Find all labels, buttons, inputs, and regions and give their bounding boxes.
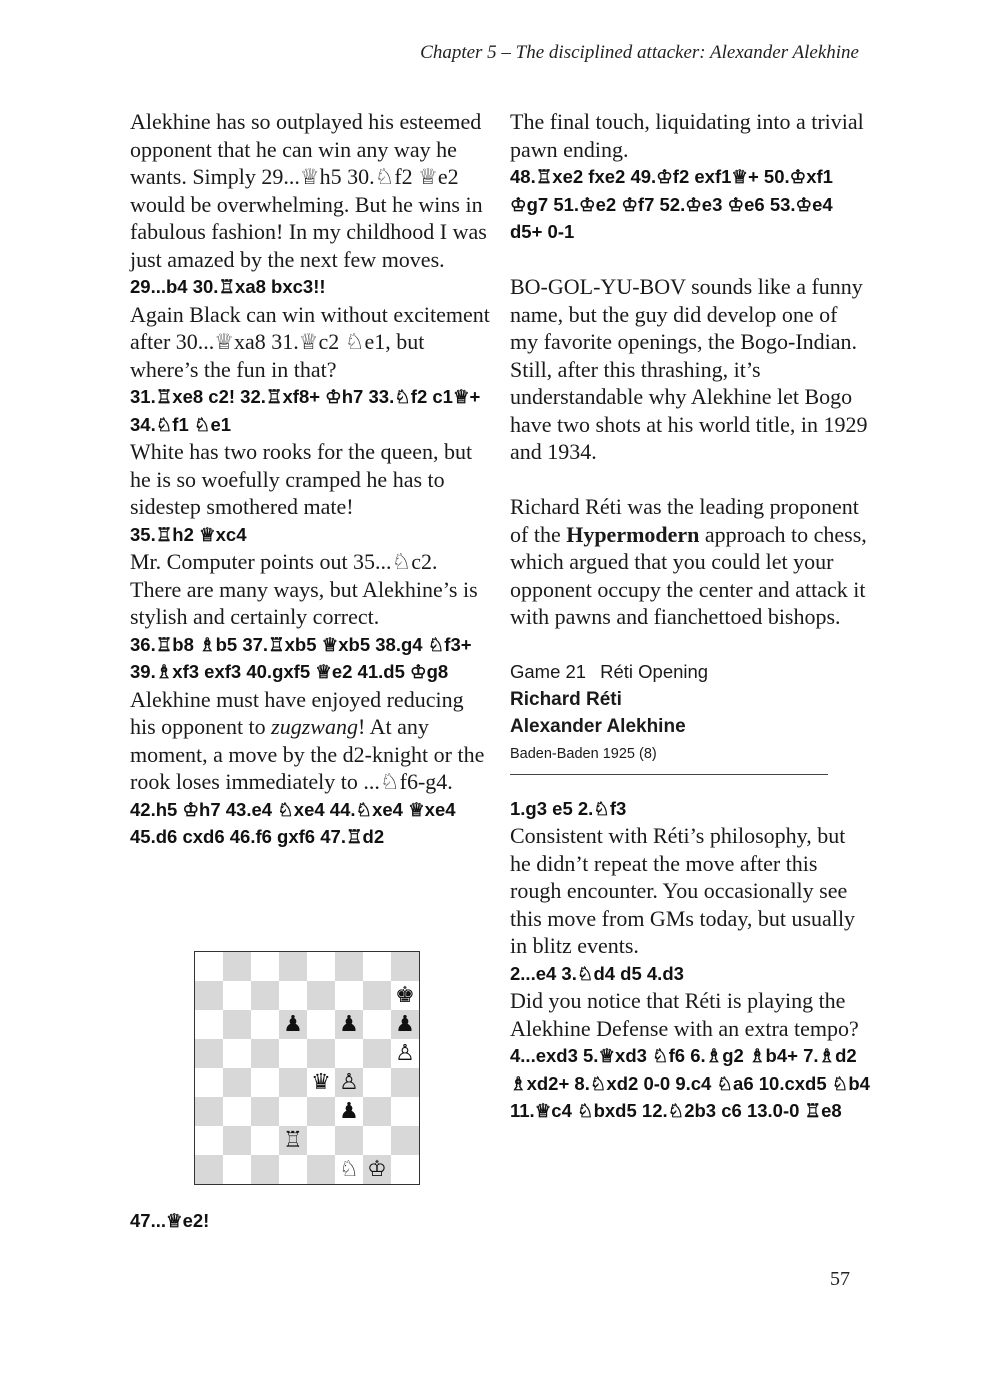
chess-piece: ♟ [395,1011,415,1037]
board-square [363,952,391,981]
paragraph: Mr. Computer points out 35...♘c2. There are many ways, but Alekhine’s is stylish and certainly correct. [130,549,478,629]
move-list: 48.♖xe2 fxe2 49.♔f2 exf1♕+ 50.♔xf1 ♔g7 51.♔e2 ♔f7 52.♔e3 ♔e6 53.♔e4 d5+ 0-1 [510,166,833,242]
board-square [391,1039,419,1068]
board-square [223,981,251,1010]
board-square [391,1097,419,1126]
board-square [335,1068,363,1097]
board-square [363,1010,391,1039]
white-player: Richard Réti [510,688,622,710]
board-square [223,952,251,981]
board-square [223,1039,251,1068]
board-square [391,1155,419,1184]
chess-piece: ♚ [395,982,415,1008]
board-square [391,1068,419,1097]
board-square [335,1126,363,1155]
left-column [130,108,490,851]
game-heading: Game 21 Réti Opening [510,661,709,682]
board-square [307,1126,335,1155]
paragraph-zugzwang: Alekhine must have enjoyed reducing his opponent to zugzwang! At any moment, a move by the d2-knight or the rook loses immediately to ...♘f6-g4. [130,686,485,794]
running-header: Chapter 5 – The disciplined attacker: Alexander Alekhine [420,42,859,63]
paragraph: Alekhine has so outplayed his esteemed opponent that he can win any way he wants. Simply 29...♕h5 30.♘f2 ♕e2 would be overwhelming. But he wins in fabulous fashion! In my childhood I was just amazed by the next few moves. [130,109,487,272]
board-square [335,1039,363,1068]
board-square [391,952,419,981]
board-square [335,1097,363,1126]
board-square [251,1010,279,1039]
board-square [391,1126,419,1155]
board-square [391,981,419,1010]
board-square [307,952,335,981]
chess-diagram [194,951,420,1185]
board-square [251,1155,279,1184]
board-square [279,1126,307,1155]
move-list: 42.h5 ♔h7 43.e4 ♘xe4 44.♘xe4 ♕xe4 45.d6 cxd6 46.f6 gxf6 47.♖d2 [130,798,456,847]
chess-piece: ♟ [283,1011,303,1037]
board-square [279,981,307,1010]
board-square [223,1068,251,1097]
right-column [510,108,870,1125]
board-square [363,1126,391,1155]
paragraph: Consistent with Réti’s philosophy, but he didn’t repeat the move after this rough encounter. You occasionally see this move from GMs today, but usually in blitz events. [510,823,856,958]
board-square [307,1097,335,1126]
move-list: 31.♖xe8 c2! 32.♖xf8+ ♔h7 33.♘f2 c1♕+ 34.♘f1 ♘e1 [130,386,481,435]
board-square [223,1010,251,1039]
board-square [391,1010,419,1039]
move-list: 29...b4 30.♖xa8 bxc3!! [130,276,326,297]
board-square [279,1068,307,1097]
board-square [195,952,223,981]
board-square [307,1010,335,1039]
chess-piece: ♖ [283,1127,303,1153]
board-square [307,1155,335,1184]
chess-piece: ♔ [367,1156,387,1182]
board-square [251,1068,279,1097]
board-square [251,1039,279,1068]
paragraph: BO-GOL-YU-BOV sounds like a funny name, but the guy did develop one of my favorite openings, the Bogo-Indian. Still, after this thrashing, it’s understandable why Alekhine let Bogo have two shots at his world title, in 1929 and 1934. [510,274,868,464]
board-square [223,1097,251,1126]
board-square [307,981,335,1010]
board-square [195,1068,223,1097]
board-square [335,952,363,981]
board-square [335,981,363,1010]
move-list: 36.♖b8 ♗b5 37.♖xb5 ♕xb5 38.g4 ♘f3+ 39.♗xf3 exf3 40.gxf5 ♕e2 41.d5 ♔g8 [130,633,472,682]
page-number: 57 [830,1268,850,1290]
board-square [307,1068,335,1097]
paragraph: White has two rooks for the queen, but he is so woefully cramped he has to sidestep smothered mate! [130,439,473,519]
board-square [307,1039,335,1068]
move-list: 1.g3 e5 2.♘f3 [510,797,627,819]
event-info: Baden-Baden 1925 (8) [510,745,657,762]
chess-piece: ♟ [339,1098,359,1124]
board-square [195,1010,223,1039]
chess-piece: ♟ [339,1011,359,1037]
move-list: 2...e4 3.♘d4 d5 4.d3 [510,962,684,984]
paragraph: Did you notice that Réti is playing the Alekhine Defense with an extra tempo? [510,988,859,1041]
board-square [195,1097,223,1126]
divider [510,774,828,775]
board-square [195,981,223,1010]
board-square [363,1097,391,1126]
board-square [363,1068,391,1097]
paragraph: Again Black can win without excitement after 30...♕xa8 31.♕c2 ♘e1, but where’s the fun in that? [130,301,490,382]
board-square [335,1155,363,1184]
board-square [279,1155,307,1184]
board-square [279,1039,307,1068]
board-square [279,1010,307,1039]
board-square [251,1126,279,1155]
paragraph: The final touch, liquidating into a trivial pawn ending. [510,109,864,162]
board-square [363,1039,391,1068]
board-square [223,1126,251,1155]
board-square [195,1155,223,1184]
diagram-caption: 47...♕e2! [130,1210,210,1231]
chess-piece: ♙ [395,1040,415,1066]
paragraph-hypermodern: Richard Réti was the leading proponent of the Hypermodern approach to chess, which argued that you could let your opponent occupy the center and attack it with pawns and fianchettoed bishops. [510,494,867,629]
board-square [335,1010,363,1039]
board-square [279,952,307,981]
board-square [363,981,391,1010]
move-list: 35.♖h2 ♕xc4 [130,523,247,545]
board-square [195,1126,223,1155]
chess-piece: ♘ [339,1156,359,1182]
move-list: 4...exd3 5.♕xd3 ♘f6 6.♗g2 ♗b4+ 7.♗d2 ♗xd2+ 8.♘xd2 0-0 9.c4 ♘a6 10.cxd5 ♘b4 11.♕c4 ♘bxd5 12.♘2b3 c6 13.0-0 ♖e8 [510,1045,870,1121]
board-square [195,1039,223,1068]
chess-piece: ♛ [311,1069,331,1095]
board-square [251,981,279,1010]
chess-piece: ♙ [339,1069,359,1095]
board-square [251,1097,279,1126]
board-square [279,1097,307,1126]
board-square [223,1155,251,1184]
board-square [363,1155,391,1184]
board-square [251,952,279,981]
black-player: Alexander Alekhine [510,716,686,737]
